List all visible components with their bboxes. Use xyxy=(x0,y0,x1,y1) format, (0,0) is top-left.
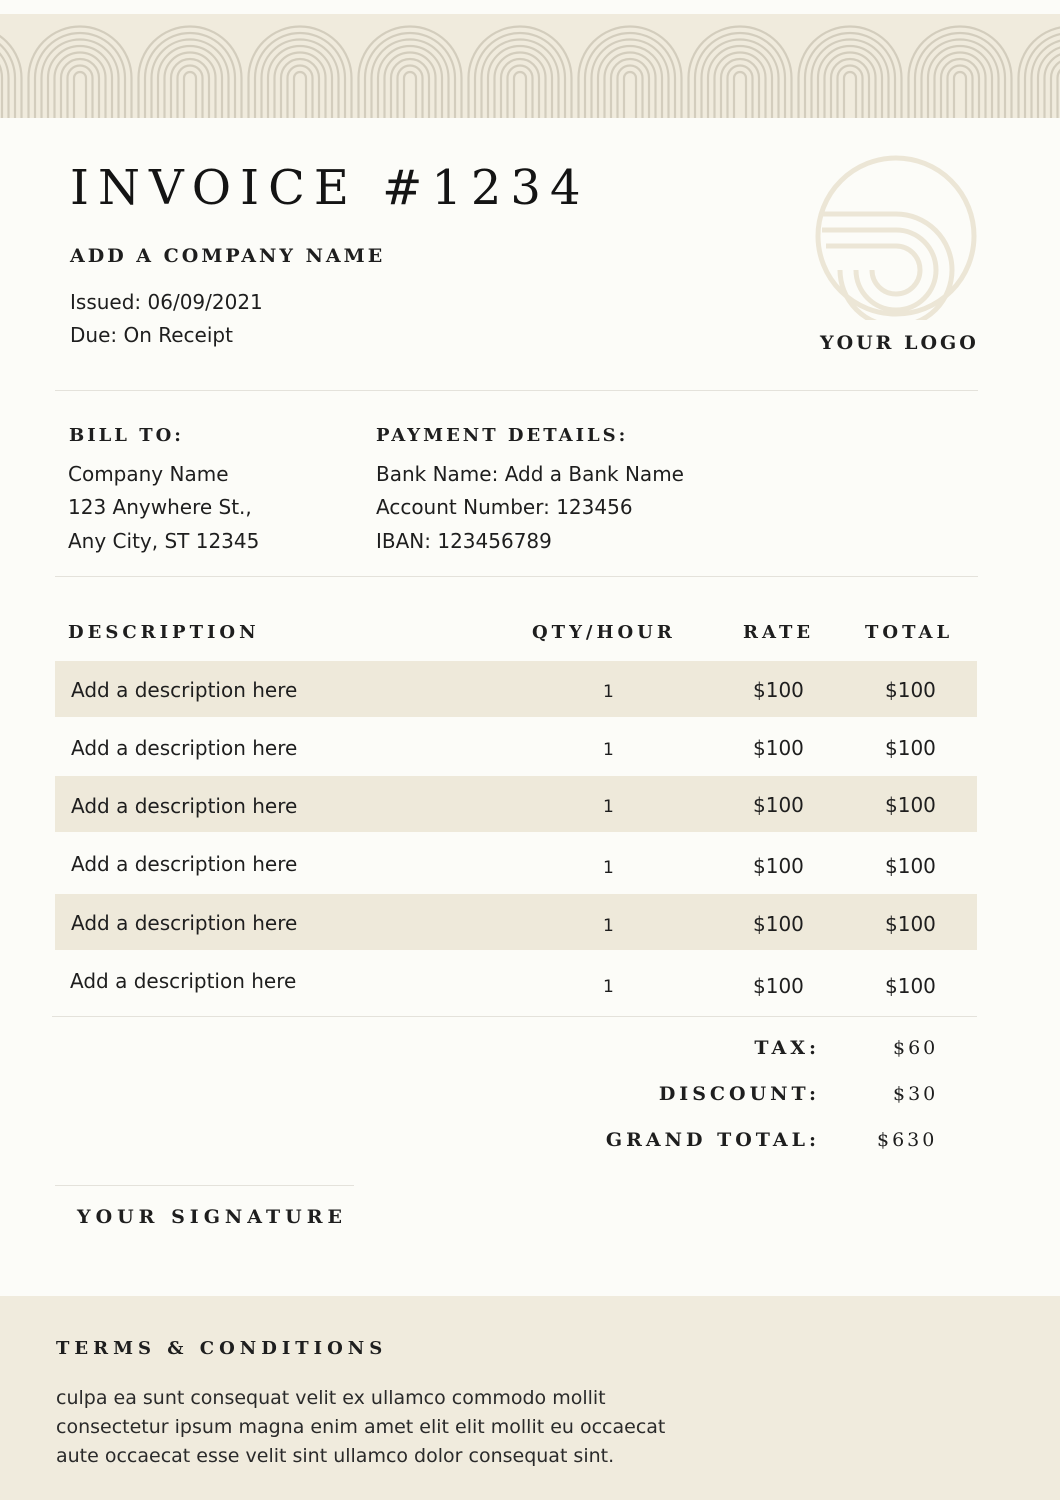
arch-stroke xyxy=(818,46,882,118)
row-description: Add a description here xyxy=(71,678,298,702)
logo-icon xyxy=(812,152,980,320)
arch-stroke xyxy=(922,40,999,119)
row-total: $100 xyxy=(885,854,936,878)
arch-stroke xyxy=(158,46,222,118)
row-rate: $100 xyxy=(753,912,804,936)
column-header-rate: RATE xyxy=(743,622,815,643)
arch-stroke xyxy=(1051,59,1060,118)
row-total: $100 xyxy=(885,912,936,936)
column-header-qty: QTY/HOUR xyxy=(532,622,676,643)
arch-stroke xyxy=(378,46,442,118)
terms-line: consectetur ipsum magna enim amet elit elit mollit eu occaecat xyxy=(56,1416,666,1438)
arch-stroke xyxy=(825,53,876,118)
terms-line: aute occaecat esse velit sint ullamco dolor consequat sint. xyxy=(56,1445,615,1467)
signature-label: YOUR SIGNATURE xyxy=(77,1206,347,1228)
arch-stroke xyxy=(488,46,552,118)
arch-stroke xyxy=(844,72,856,118)
bill-to-line: Any City, ST 12345 xyxy=(68,529,260,553)
row-total: $100 xyxy=(885,974,936,998)
row-total: $100 xyxy=(885,793,936,817)
arch-stroke xyxy=(385,53,436,118)
bill-to-line: Company Name xyxy=(68,462,229,486)
arch-stroke xyxy=(55,53,106,118)
tax-value: $60 xyxy=(893,1037,939,1059)
tax-label: TAX: xyxy=(754,1037,820,1059)
due-date: Due: On Receipt xyxy=(70,323,233,347)
row-rate: $100 xyxy=(753,974,804,998)
arch-stroke xyxy=(495,53,546,118)
row-qty: 1 xyxy=(603,797,614,817)
arch-stroke xyxy=(404,72,416,118)
column-header-description: DESCRIPTION xyxy=(68,622,260,643)
row-qty: 1 xyxy=(603,682,614,702)
arch-stroke xyxy=(372,40,449,119)
invoice-title: INVOICE #1234 xyxy=(70,160,590,216)
arch-stroke xyxy=(624,72,636,118)
arch-pattern xyxy=(0,14,1060,118)
arch-stroke xyxy=(0,27,22,119)
row-qty: 1 xyxy=(603,977,614,997)
row-rate: $100 xyxy=(753,854,804,878)
table-row xyxy=(55,719,977,775)
payment-line: IBAN: 123456789 xyxy=(376,529,552,553)
grand-total-label: GRAND TOTAL: xyxy=(605,1129,820,1151)
discount-value: $30 xyxy=(893,1083,939,1105)
arch-stroke xyxy=(935,53,986,118)
issued-date: Issued: 06/09/2021 xyxy=(70,290,263,314)
decorative-arch-band xyxy=(0,14,1060,118)
arch-stroke xyxy=(1032,40,1060,119)
arch-stroke xyxy=(838,66,863,119)
arch-stroke xyxy=(294,72,306,118)
payment-line: Bank Name: Add a Bank Name xyxy=(376,462,684,486)
arch-stroke xyxy=(728,66,753,119)
row-total: $100 xyxy=(885,678,936,702)
arch-stroke xyxy=(178,66,203,118)
row-qty: 1 xyxy=(603,916,614,936)
row-rate: $100 xyxy=(753,678,804,702)
arch-stroke xyxy=(715,53,766,118)
terms-heading: TERMS & CONDITIONS xyxy=(56,1338,388,1359)
arch-stroke xyxy=(702,40,779,119)
payment-line: Account Number: 123456 xyxy=(376,495,633,519)
table-row xyxy=(55,776,977,832)
arch-stroke xyxy=(74,72,86,118)
table-row xyxy=(55,952,977,1008)
arch-stroke xyxy=(605,53,656,118)
divider xyxy=(55,576,978,577)
logo-label: YOUR LOGO xyxy=(820,332,979,354)
company-name: ADD A COMPANY NAME xyxy=(70,245,386,267)
arch-stroke xyxy=(592,40,669,119)
arch-stroke xyxy=(928,46,992,118)
arch-stroke xyxy=(184,72,196,118)
arch-stroke xyxy=(68,66,93,118)
grand-total-value: $630 xyxy=(877,1129,938,1151)
row-description: Add a description here xyxy=(70,969,297,993)
arch-stroke xyxy=(734,72,746,118)
arch-stroke xyxy=(708,46,772,118)
arch-stroke xyxy=(268,46,332,118)
arch-stroke xyxy=(948,66,973,119)
signature-line xyxy=(55,1185,354,1186)
arch-stroke xyxy=(42,40,119,119)
row-total: $100 xyxy=(885,736,936,760)
table-row xyxy=(55,894,977,950)
row-qty: 1 xyxy=(603,858,614,878)
row-qty: 1 xyxy=(603,740,614,760)
column-header-total: TOTAL xyxy=(865,622,954,643)
arch-stroke xyxy=(954,72,966,118)
arch-stroke xyxy=(262,40,339,119)
bill-to-line: 123 Anywhere St., xyxy=(68,495,252,519)
bill-to-heading: BILL TO: xyxy=(69,425,184,446)
arch-stroke xyxy=(618,66,643,119)
table-row xyxy=(55,661,977,717)
row-rate: $100 xyxy=(753,793,804,817)
arch-stroke xyxy=(48,46,112,118)
arch-stroke xyxy=(288,66,313,119)
terms-body xyxy=(56,1384,776,1471)
arch-stroke xyxy=(482,40,559,119)
arch-stroke xyxy=(514,72,526,118)
divider xyxy=(55,390,978,391)
arch-stroke xyxy=(598,46,662,118)
row-description: Add a description here xyxy=(71,911,298,935)
arch-stroke xyxy=(275,53,326,118)
payment-details-heading: PAYMENT DETAILS: xyxy=(376,425,629,446)
discount-label: DISCOUNT: xyxy=(658,1083,820,1105)
arch-stroke xyxy=(398,66,423,119)
row-description: Add a description here xyxy=(71,794,298,818)
arch-stroke xyxy=(812,40,889,119)
terms-line: culpa ea sunt consequat velit ex ullamco commodo mollit xyxy=(56,1387,606,1409)
arch-stroke xyxy=(152,40,229,118)
divider xyxy=(52,1016,977,1017)
arch-stroke xyxy=(165,53,216,118)
table-row xyxy=(55,835,977,891)
row-description: Add a description here xyxy=(71,736,298,760)
row-rate: $100 xyxy=(753,736,804,760)
arch-stroke xyxy=(508,66,533,119)
row-description: Add a description here xyxy=(71,852,298,876)
